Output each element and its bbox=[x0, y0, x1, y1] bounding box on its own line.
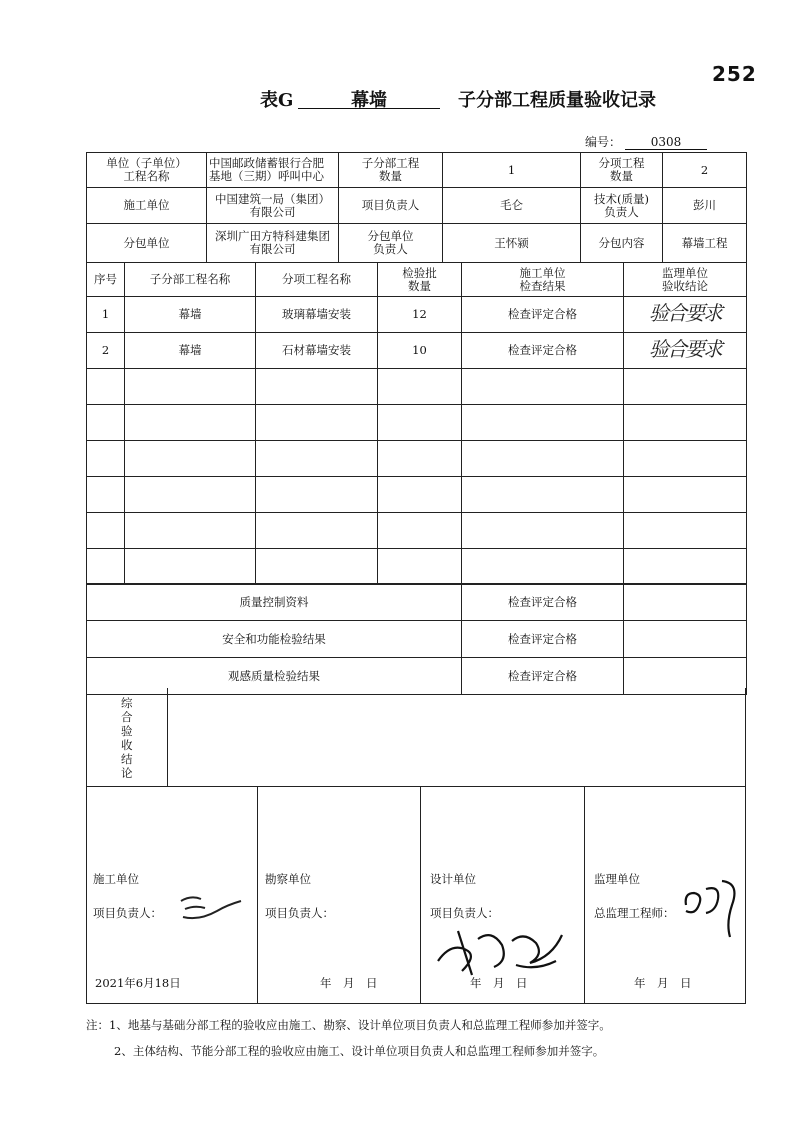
column-divider bbox=[584, 787, 585, 1003]
sign-lead: 总监理工程师： bbox=[594, 906, 675, 920]
pm-value: 毛仑 bbox=[443, 188, 581, 224]
sign-date: 年 月 日 bbox=[470, 976, 528, 990]
sign-unit: 设计单位 bbox=[430, 872, 476, 886]
supervisor-signature-block bbox=[594, 871, 742, 1001]
builder-value: 中国建筑一局（集团） 有限公司 bbox=[207, 188, 339, 224]
handwritten-conclusion: 验合要求 bbox=[649, 336, 721, 361]
header-supervisor-conclusion: 监理单位 验收结论 bbox=[624, 263, 747, 297]
tech-lead-value: 彭川 bbox=[663, 188, 747, 224]
item-grid bbox=[86, 262, 747, 585]
summary-supervisor bbox=[624, 584, 747, 621]
note-1: 注：1、地基与基础分部工程的验收应由施工、勘察、设计单位项目负责人和总监理工程师参加并签字。 bbox=[86, 1018, 611, 1032]
subcontractor-value: 深圳广田方特科建集团 有限公司 bbox=[207, 224, 339, 263]
subcontractor-label: 分包单位 bbox=[87, 224, 207, 263]
row-item-name: 玻璃幕墙安装 bbox=[256, 297, 378, 333]
row-supervisor-signature bbox=[624, 297, 747, 333]
conclusion-divider bbox=[167, 688, 168, 786]
footnotes bbox=[86, 1012, 746, 1064]
title-prefix: 表G bbox=[260, 90, 294, 111]
sub-count-value: 1 bbox=[443, 153, 581, 188]
summary-table bbox=[86, 583, 747, 695]
summary-result: 检查评定合格 bbox=[462, 621, 624, 658]
summary-label: 观感质量检验结果 bbox=[87, 658, 462, 695]
info-table bbox=[86, 152, 747, 263]
row-no: 2 bbox=[87, 333, 125, 369]
page-number: 252 bbox=[712, 62, 757, 86]
sign-unit: 监理单位 bbox=[594, 872, 640, 886]
note-2: 2、主体结构、节能分部工程的验收应由施工、设计单位项目负责人和总监理工程师参加并签字。 bbox=[114, 1044, 605, 1058]
header-item-name: 分项工程名称 bbox=[256, 263, 378, 297]
survey-signature-block bbox=[265, 871, 415, 1001]
header-builder-result: 施工单位 检查结果 bbox=[462, 263, 624, 297]
sub-lead-value: 王怀颍 bbox=[443, 224, 581, 263]
row-builder-result: 检查评定合格 bbox=[462, 297, 624, 333]
row-batch-count: 12 bbox=[378, 297, 462, 333]
title-subject: 幕墙 bbox=[298, 86, 440, 109]
builder-signature-block bbox=[93, 871, 253, 1001]
sign-date: 年 月 日 bbox=[320, 976, 378, 990]
table-row bbox=[87, 333, 747, 369]
header-batch-count: 检验批 数量 bbox=[378, 263, 462, 297]
code-value: 0308 bbox=[625, 135, 707, 150]
sub-lead-label: 分包单位 负责人 bbox=[339, 224, 443, 263]
item-count-value: 2 bbox=[663, 153, 747, 188]
design-signature-block bbox=[430, 871, 580, 1001]
handwritten-signature-icon bbox=[680, 875, 744, 939]
empty-row bbox=[87, 405, 747, 441]
table-row bbox=[87, 297, 747, 333]
row-no: 1 bbox=[87, 297, 125, 333]
conclusion-box bbox=[86, 688, 746, 787]
column-divider bbox=[257, 787, 258, 1003]
sign-unit: 施工单位 bbox=[93, 872, 139, 886]
row-item-name: 石材幕墙安装 bbox=[256, 333, 378, 369]
row-batch-count: 10 bbox=[378, 333, 462, 369]
sign-lead: 项目负责人： bbox=[93, 906, 162, 920]
summary-result: 检查评定合格 bbox=[462, 658, 624, 695]
summary-label: 质量控制资料 bbox=[87, 584, 462, 621]
sub-content-value: 幕墙工程 bbox=[663, 224, 747, 263]
empty-row bbox=[87, 441, 747, 477]
sub-count-label: 子分部工程 数量 bbox=[339, 153, 443, 188]
empty-row bbox=[87, 477, 747, 513]
header-sub-name: 子分部工程名称 bbox=[125, 263, 256, 297]
summary-supervisor bbox=[624, 621, 747, 658]
pm-label: 项目负责人 bbox=[339, 188, 443, 224]
header-no: 序号 bbox=[87, 263, 125, 297]
handwritten-conclusion: 验合要求 bbox=[649, 300, 721, 325]
tech-lead-label: 技术(质量) 负责人 bbox=[581, 188, 663, 224]
empty-row bbox=[87, 369, 747, 405]
sign-lead: 项目负责人： bbox=[430, 906, 499, 920]
row-sub-name: 幕墙 bbox=[125, 297, 256, 333]
builder-label: 施工单位 bbox=[87, 188, 207, 224]
record-code bbox=[585, 133, 707, 150]
sub-content-label: 分包内容 bbox=[581, 224, 663, 263]
unit-name-label: 单位（子单位） 工程名称 bbox=[87, 153, 207, 188]
signature-section bbox=[86, 786, 746, 1004]
sign-date: 2021年6月18日 bbox=[95, 976, 181, 990]
sign-unit: 勘察单位 bbox=[265, 872, 311, 886]
handwritten-signature-icon bbox=[177, 893, 245, 923]
page-title bbox=[240, 86, 720, 114]
empty-row bbox=[87, 549, 747, 585]
row-builder-result: 检查评定合格 bbox=[462, 333, 624, 369]
unit-name-value: 中国邮政储蓄银行合肥 基地（三期）呼叫中心 bbox=[207, 153, 339, 188]
row-sub-name: 幕墙 bbox=[125, 333, 256, 369]
summary-result: 检查评定合格 bbox=[462, 584, 624, 621]
item-count-label: 分项工程 数量 bbox=[581, 153, 663, 188]
sign-date: 年 月 日 bbox=[634, 976, 692, 990]
conclusion-label: 综 合 验 收 结 论 bbox=[121, 696, 133, 780]
handwritten-signature-icon bbox=[432, 921, 568, 977]
row-supervisor-signature bbox=[624, 333, 747, 369]
title-suffix: 子分部工程质量验收记录 bbox=[458, 90, 656, 111]
empty-row bbox=[87, 513, 747, 549]
sign-lead: 项目负责人： bbox=[265, 906, 334, 920]
code-label: 编号： bbox=[585, 135, 622, 149]
column-divider bbox=[420, 787, 421, 1003]
summary-label: 安全和功能检验结果 bbox=[87, 621, 462, 658]
